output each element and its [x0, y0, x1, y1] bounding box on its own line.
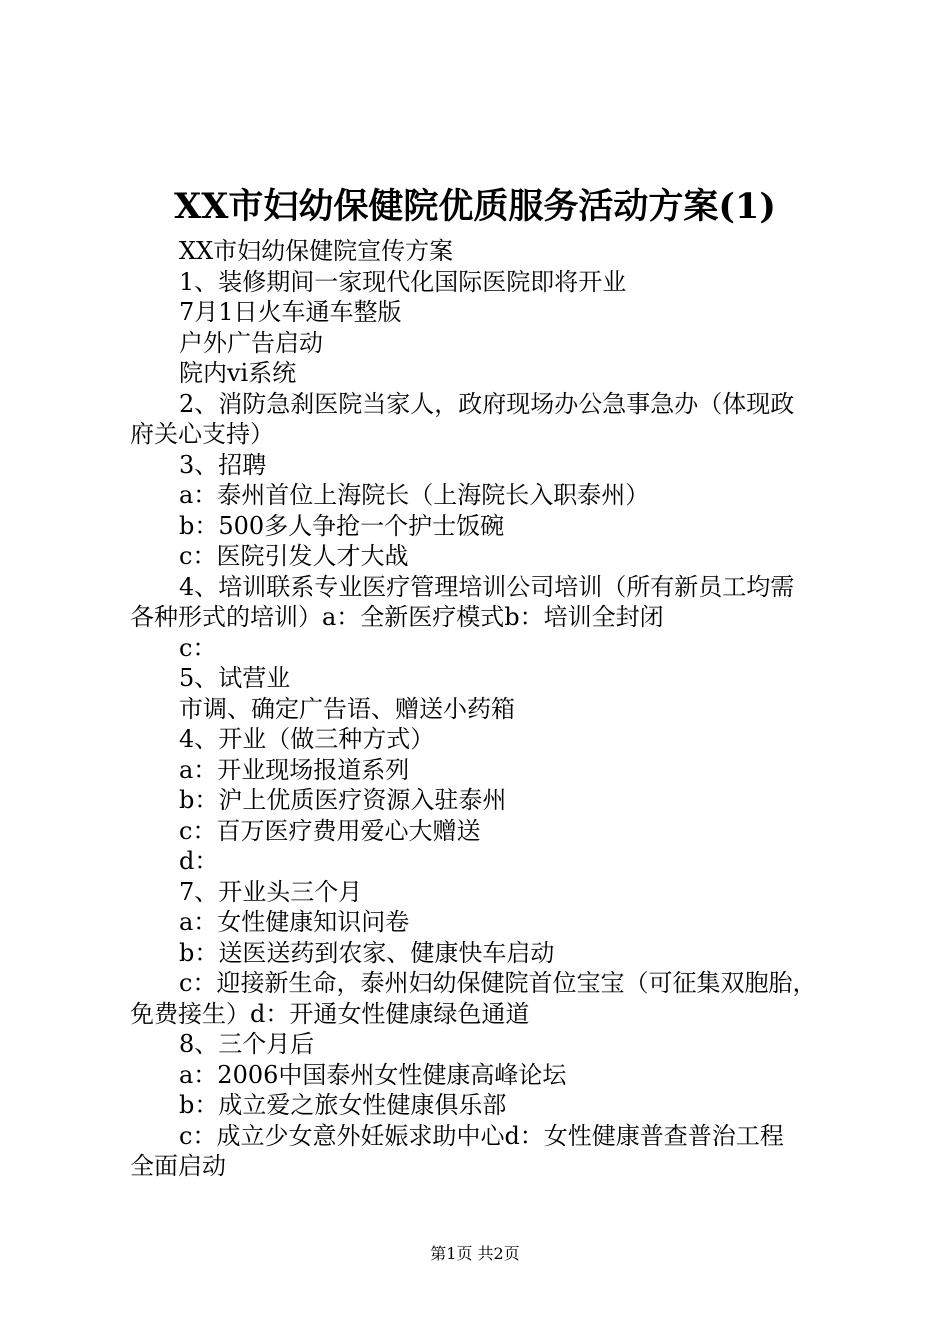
- body-line: 7月1日火车通车整版: [179, 298, 402, 326]
- body-line: d：: [179, 847, 219, 875]
- body-line: 4、开业（做三种方式）: [179, 725, 435, 753]
- body-line: 户外广告启动: [179, 328, 323, 357]
- body-line: a：开业现场报道系列: [179, 755, 410, 784]
- body-line: 各种形式的培训）a：全新医疗模式b：培训全封闭: [130, 603, 664, 631]
- document-body: [130, 236, 835, 1182]
- body-line: b：500多人争抢一个护士饭碗: [179, 511, 505, 540]
- body-line: 3、招聘: [179, 450, 267, 479]
- document-title: XX市妇幼保健院优质服务活动方案(1): [174, 186, 776, 227]
- body-line: b：成立爱之旅女性健康俱乐部: [179, 1091, 507, 1119]
- body-line: 府关心支持）: [130, 420, 274, 448]
- body-line: c：成立少女意外妊娠求助中心d：女性健康普查普治工程: [179, 1121, 784, 1150]
- body-line: 市调、确定广告语、赠送小药箱: [179, 694, 515, 723]
- body-line: 全面启动: [130, 1152, 226, 1180]
- body-line: a：2006中国泰州女性健康高峰论坛: [179, 1060, 567, 1089]
- body-line: 院内vi系统: [179, 359, 297, 387]
- body-line: 4、培训联系专业医疗管理培训公司培训（所有新员工均需: [179, 572, 795, 601]
- body-line: 1、装修期间一家现代化国际医院即将开业: [179, 267, 627, 296]
- body-line: XX市妇幼保健院宣传方案: [179, 237, 454, 265]
- body-line: b：送医送药到农家、健康快车启动: [179, 938, 555, 967]
- body-line: 8、三个月后: [179, 1030, 315, 1058]
- body-line: 免费接生）d：开通女性健康绿色通道: [130, 999, 530, 1028]
- page-footer: 第1页 共2页: [430, 1244, 520, 1263]
- body-line: a：泰州首位上海院长（上海院长入职泰州）: [179, 481, 650, 509]
- body-line: 7、开业头三个月: [179, 877, 363, 906]
- body-line: a：女性健康知识问卷: [179, 908, 410, 936]
- body-line: c：医院引发人才大战: [179, 542, 409, 570]
- body-line: b：沪上优质医疗资源入驻泰州: [179, 786, 507, 814]
- body-line: 2、消防急刹医院当家人，政府现场办公急事急办（体现政: [179, 389, 795, 418]
- body-line: c：百万医疗费用爱心大赠送: [179, 816, 481, 845]
- body-line: 5、试营业: [179, 664, 291, 692]
- body-line: c：迎接新生命，泰州妇幼保健院首位宝宝（可征集双胞胎，: [179, 969, 817, 997]
- body-line: c：: [179, 633, 217, 662]
